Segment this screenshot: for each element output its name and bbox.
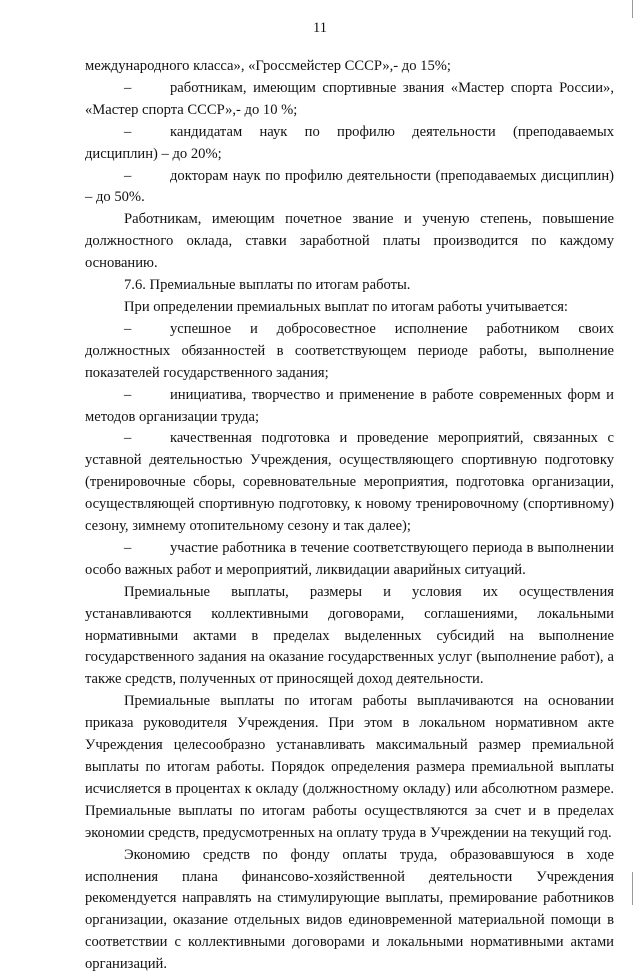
dash-marker: – xyxy=(124,430,132,447)
list-item-text: участие работника в течение соответствующего периода в выполнении особо важных работ и мероприятий, ликвидации аварийных ситуаций. xyxy=(85,539,614,578)
list-item-text: докторам наук по профилю деятельности (преподаваемых дисциплин) – до 50%. xyxy=(85,167,614,206)
dash-marker: – xyxy=(124,539,132,556)
paragraph-text: Премиальные выплаты, размеры и условия их осуществления устанавливаются коллективными договорами, соглашениями, локальными нормативными актами в пределах выделенных субсидий на выполнение государственного задания на оказание государственных услуг (выполнение работ), а также средств, полученных от приносящей доход деятельности. xyxy=(85,583,614,688)
paragraph-continuation xyxy=(85,56,614,78)
document-body xyxy=(85,56,614,976)
paragraph-honorary-title xyxy=(85,209,614,275)
list-item-text: качественная подготовка и проведение мероприятий, связанных с уставной деятельностью Учреждения, осуществляющего спортивную подготовку (тренировочные сборы, соревновательные мероприятия, подготовка организации, осуществляющей спортивную подготовку, к новому тренировочному (спортивному) сезону, зимнему отопительному сезону и так далее); xyxy=(85,430,614,535)
list-item-event-preparation xyxy=(85,428,614,538)
list-item-candidates-of-science xyxy=(85,122,614,166)
dash-marker: – xyxy=(124,320,132,337)
paragraph-text: При определении премиальных выплат по итогам работы учитывается: xyxy=(124,298,568,315)
dash-marker: – xyxy=(124,167,132,184)
paragraph-bonus-conditions xyxy=(85,582,614,692)
paragraph-criteria-intro xyxy=(85,297,614,319)
list-item-masters-of-sport xyxy=(85,78,614,122)
paragraph-bonus-payment-order xyxy=(85,691,614,844)
page-number: 11 xyxy=(313,20,327,36)
list-item-text: инициатива, творчество и применение в работе современных форм и методов организации труда; xyxy=(85,386,614,425)
dash-marker: – xyxy=(124,79,132,96)
list-item-diligent-performance xyxy=(85,319,614,385)
paragraph-text: Экономию средств по фонду оплаты труда, образовавшуюся в ходе исполнения плана финансово-хозяйственной деятельности Учреждения рекомендуется направлять на стимулирующие выплаты, премирование работников организации, оказание отдельных видов единовременной материальной помощи в соответствии с коллективными договорами и локальными нормативными актами организаций. xyxy=(85,846,614,973)
dash-marker: – xyxy=(124,386,132,403)
paragraph-text: Премиальные выплаты по итогам работы выплачиваются на основании приказа руководителя Учреждения. При этом в локальном нормативном акте Учреждения целесообразно устанавливать максимальный размер премиальной выплаты по итогам работы. Порядок определения размера премиальной выплаты исчисляется в процентах к окладу (должностному окладу) или абсолютном размере. Премиальные выплаты по итогам работы осуществляются за счет и в пределах экономии средств, предусмотренных на оплату труда в Учреждении на текущий год. xyxy=(85,693,614,841)
paragraph-text: Работникам, имеющим почетное звание и ученую степень, повышение должностного оклада, ставки заработной платы производится по каждому основанию. xyxy=(85,211,614,272)
section-heading-7-6 xyxy=(85,275,614,297)
list-item-emergency-participation xyxy=(85,538,614,582)
list-item-text: успешное и добросовестное исполнение работником своих должностных обязанностей в соответствующем периоде работы, выполнение показателей государственного задания; xyxy=(85,320,614,381)
list-item-text: кандидатам наук по профилю деятельности (преподаваемых дисциплин) – до 20%; xyxy=(85,123,614,162)
paragraph-payroll-savings xyxy=(85,845,614,976)
list-item-initiative xyxy=(85,385,614,429)
list-item-doctors-of-science xyxy=(85,166,614,210)
section-heading-text: 7.6. Премиальные выплаты по итогам работы. xyxy=(124,277,411,294)
paragraph-text: международного класса», «Гроссмейстер СССР»,- до 15%; xyxy=(85,58,451,74)
page-edge-mark-bottom xyxy=(632,872,633,905)
dash-marker: – xyxy=(124,123,132,140)
list-item-text: работникам, имеющим спортивные звания «Мастер спорта России», «Мастер спорта СССР»,- до 10 %; xyxy=(85,79,614,118)
page-edge-mark-top xyxy=(632,0,633,18)
